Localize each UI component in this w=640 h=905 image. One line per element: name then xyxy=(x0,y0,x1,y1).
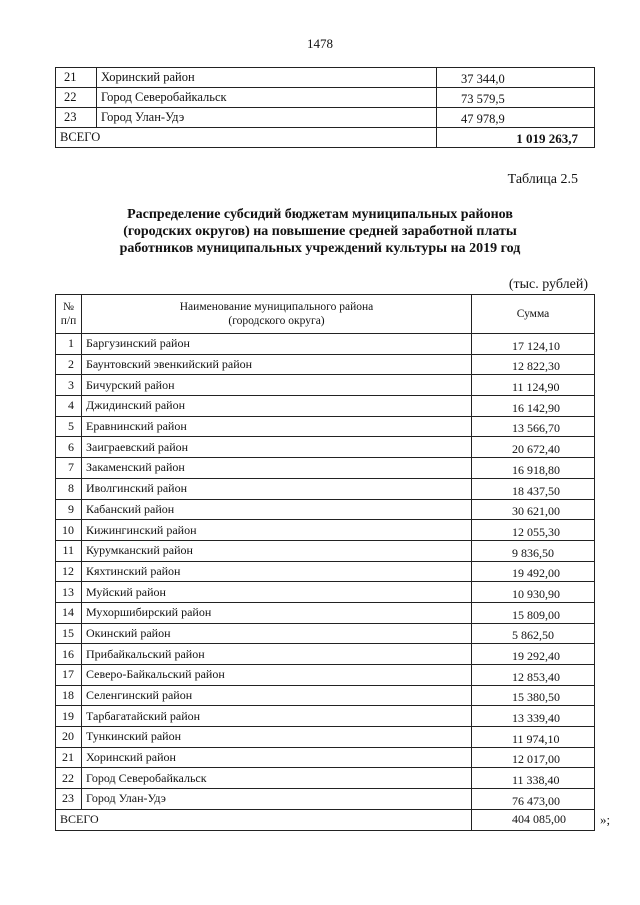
table-row xyxy=(56,665,595,686)
table-row xyxy=(56,88,595,108)
row-number: 4 xyxy=(56,396,82,417)
row-sum: 37 344,0 xyxy=(437,68,595,88)
row-number: 2 xyxy=(56,354,82,375)
row-name: Курумканский район xyxy=(82,540,472,561)
row-number: 12 xyxy=(56,561,82,582)
row-number: 6 xyxy=(56,437,82,458)
row-number: 23 xyxy=(56,789,82,810)
row-number: 21 xyxy=(56,747,82,768)
table-row xyxy=(56,416,595,437)
header-name xyxy=(82,295,472,334)
row-number: 23 xyxy=(56,108,97,128)
row-sum: 18 437,50 xyxy=(472,478,595,499)
row-name: Северо-Байкальский район xyxy=(82,665,472,686)
row-number: 19 xyxy=(56,706,82,727)
row-name: Хоринский район xyxy=(82,747,472,768)
table-row xyxy=(56,375,595,396)
header-num-line: п/п xyxy=(60,315,77,327)
row-sum: 9 836,50 xyxy=(472,540,595,561)
row-sum: 16 918,80 xyxy=(472,458,595,479)
row-sum: 16 142,90 xyxy=(472,396,595,417)
total-row xyxy=(56,128,595,148)
row-number: 22 xyxy=(56,768,82,789)
row-name: Мухоршибирский район xyxy=(82,602,472,623)
table-caption: Таблица 2.5 xyxy=(507,172,578,187)
row-sum: 15 380,50 xyxy=(472,685,595,706)
row-name: Джидинский район xyxy=(82,396,472,417)
row-number: 11 xyxy=(56,540,82,561)
row-number: 15 xyxy=(56,623,82,644)
header-num xyxy=(56,295,82,334)
row-name: Кабанский район xyxy=(82,499,472,520)
total-sum: 1 019 263,7 xyxy=(437,128,595,148)
row-name: Город Северобайкальск xyxy=(82,768,472,789)
row-name: Бичурский район xyxy=(82,375,472,396)
row-name: Закаменский район xyxy=(82,458,472,479)
row-name: Тункинский район xyxy=(82,727,472,748)
table-row xyxy=(56,396,595,417)
row-sum: 11 124,90 xyxy=(472,375,595,396)
table-row xyxy=(56,602,595,623)
row-name: Муйский район xyxy=(82,582,472,603)
header-num-line: № xyxy=(63,301,74,313)
row-number: 10 xyxy=(56,520,82,541)
table-row xyxy=(56,354,595,375)
row-number: 21 xyxy=(56,68,97,88)
table-row xyxy=(56,561,595,582)
row-number: 16 xyxy=(56,644,82,665)
row-number: 17 xyxy=(56,665,82,686)
row-name: Город Северобайкальск xyxy=(97,88,437,108)
row-number: 3 xyxy=(56,375,82,396)
total-label: ВСЕГО xyxy=(56,128,437,148)
title-line: работников муниципальных учреждений культуры на 2019 год xyxy=(119,241,521,256)
row-name: Город Улан-Удэ xyxy=(82,789,472,810)
row-sum: 11 974,10 xyxy=(472,727,595,748)
row-name: Селенгинский район xyxy=(82,685,472,706)
row-name: Иволгинский район xyxy=(82,478,472,499)
row-number: 7 xyxy=(56,458,82,479)
row-sum: 12 017,00 xyxy=(472,747,595,768)
row-sum: 11 338,40 xyxy=(472,768,595,789)
table-row xyxy=(56,540,595,561)
table-row xyxy=(56,437,595,458)
row-name: Тарбагатайский район xyxy=(82,706,472,727)
row-name: Баргузинский район xyxy=(82,334,472,355)
header-name-line: Наименование муниципального района xyxy=(179,301,374,313)
units-label: (тыс. рублей) xyxy=(508,277,588,292)
table-row xyxy=(56,68,595,88)
table-row xyxy=(56,499,595,520)
row-name: Хоринский район xyxy=(97,68,437,88)
row-sum: 17 124,10 xyxy=(472,334,595,355)
row-name: Прибайкальский район xyxy=(82,644,472,665)
table-row xyxy=(56,520,595,541)
row-name: Кяхтинский район xyxy=(82,561,472,582)
row-number: 1 xyxy=(56,334,82,355)
row-number: 8 xyxy=(56,478,82,499)
table-row xyxy=(56,747,595,768)
row-sum: 15 809,00 xyxy=(472,602,595,623)
table-row xyxy=(56,108,595,128)
table-row xyxy=(56,582,595,603)
header-sum: Сумма xyxy=(472,295,595,334)
row-sum: 19 292,40 xyxy=(472,644,595,665)
row-sum: 47 978,9 xyxy=(437,108,595,128)
table-row xyxy=(56,706,595,727)
row-sum: 12 853,40 xyxy=(472,665,595,686)
row-name: Еравнинский район xyxy=(82,416,472,437)
previous-table-continuation xyxy=(55,67,595,148)
row-sum: 12 055,30 xyxy=(472,520,595,541)
row-sum: 30 621,00 xyxy=(472,499,595,520)
row-sum: 13 566,70 xyxy=(472,416,595,437)
table-row xyxy=(56,458,595,479)
row-sum: 20 672,40 xyxy=(472,437,595,458)
table-row xyxy=(56,768,595,789)
title-line: (городских округов) на повышение средней заработной платы xyxy=(123,224,517,239)
table-row xyxy=(56,644,595,665)
total-sum: 404 085,00 xyxy=(472,809,595,830)
row-name: Заиграевский район xyxy=(82,437,472,458)
table-row xyxy=(56,727,595,748)
total-row xyxy=(56,809,595,830)
table-row xyxy=(56,685,595,706)
row-name: Город Улан-Удэ xyxy=(97,108,437,128)
page-number: 1478 xyxy=(307,36,333,51)
row-number: 18 xyxy=(56,685,82,706)
table-row xyxy=(56,789,595,810)
table-row xyxy=(56,623,595,644)
table-header-row xyxy=(56,295,595,334)
row-sum: 13 339,40 xyxy=(472,706,595,727)
row-sum: 10 930,90 xyxy=(472,582,595,603)
subsidy-table xyxy=(55,294,595,831)
row-number: 20 xyxy=(56,727,82,748)
closing-quote: »; xyxy=(600,812,611,827)
row-name: Кижингинский район xyxy=(82,520,472,541)
row-number: 14 xyxy=(56,602,82,623)
title-line: Распределение субсидий бюджетам муниципальных районов xyxy=(127,207,513,222)
row-sum: 12 822,30 xyxy=(472,354,595,375)
total-label: ВСЕГО xyxy=(56,809,472,830)
row-sum: 5 862,50 xyxy=(472,623,595,644)
row-number: 13 xyxy=(56,582,82,603)
row-number: 22 xyxy=(56,88,97,108)
header-name-line: (городского округа) xyxy=(228,315,325,327)
row-sum: 19 492,00 xyxy=(472,561,595,582)
row-name: Окинский район xyxy=(82,623,472,644)
row-name: Баунтовский эвенкийский район xyxy=(82,354,472,375)
table-row xyxy=(56,334,595,355)
row-number: 9 xyxy=(56,499,82,520)
row-sum: 73 579,5 xyxy=(437,88,595,108)
table-title xyxy=(70,206,570,257)
row-sum: 76 473,00 xyxy=(472,789,595,810)
row-number: 5 xyxy=(56,416,82,437)
table-row xyxy=(56,478,595,499)
